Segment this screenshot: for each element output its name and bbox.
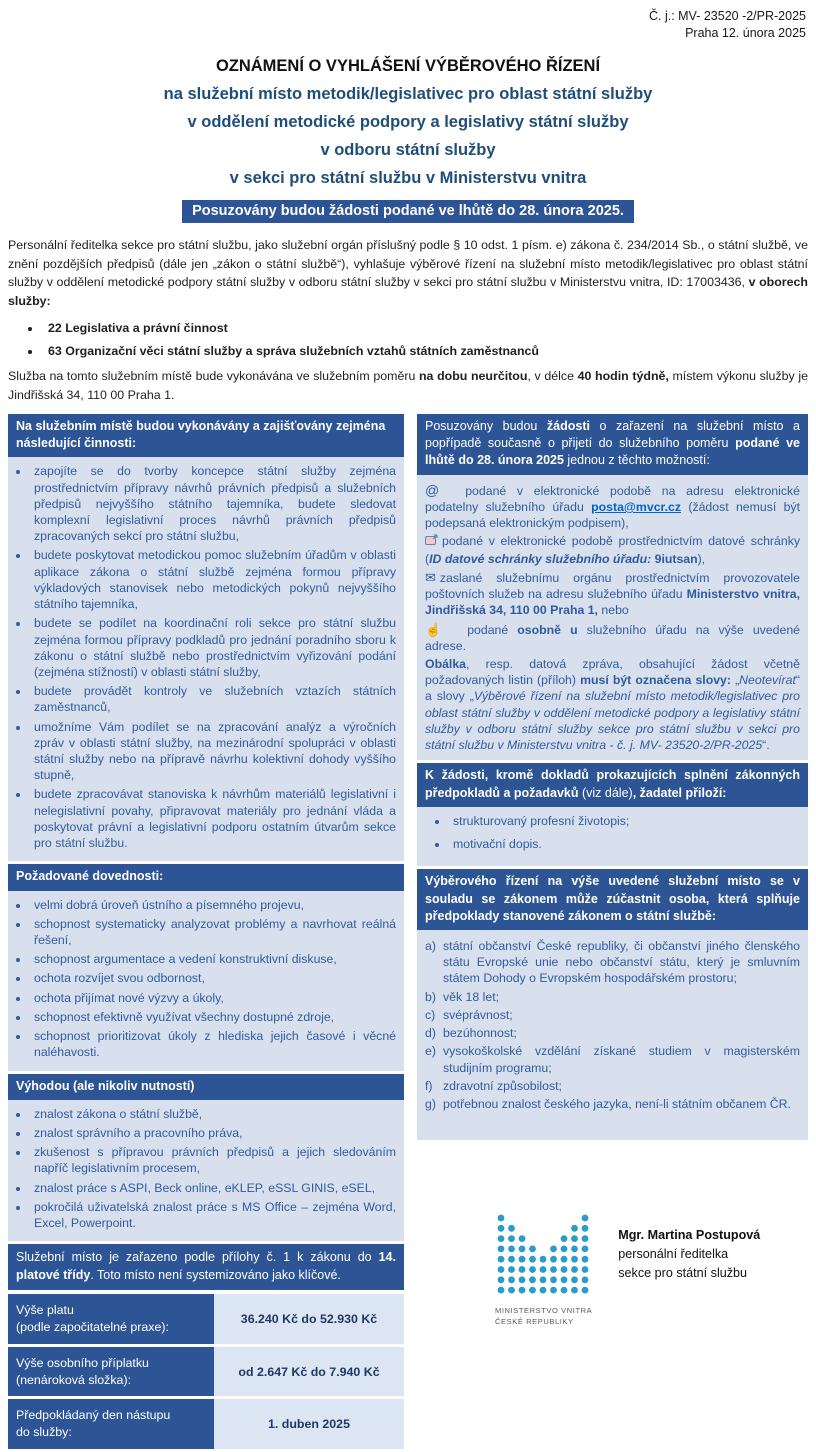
method-personal-text: podané osobně u služebního úřadu na výše uvedené adrese.	[425, 622, 801, 653]
title-line-5: v sekci pro státní službu v Ministerstvu vnitra	[229, 168, 587, 187]
start-date-label-cell	[8, 1399, 214, 1448]
item-text: vysokoškolské vzdělání získané studiem v magisterském studijním programu;	[443, 1044, 800, 1075]
activity-item: • budete se podílet na koordinační roli sekce pro státní službu zejména formou přípravy podkladů pro jednání poradního sboru k zákonu o státní službě nebo prostřednictvím vyřizování podání (zejména stížností) v oblasti státní služby,	[30, 615, 396, 680]
list-item	[425, 1007, 800, 1023]
list-item	[425, 1096, 800, 1112]
skills-heading: Požadované dovednosti:	[8, 864, 404, 890]
item-text: bezúhonnost;	[443, 1026, 517, 1041]
salary-label: Výše platu	[16, 1303, 74, 1318]
method-personal	[425, 621, 800, 654]
advantage-item: • znalost práce s ASPI, Beck online, eKLEP, eSSL GINIS, eSEL,	[30, 1180, 396, 1196]
activity-item: • budete poskytovat metodickou pomoc služebním úřadům v oblasti aplikace zákona o státní službě zejména formou přípravy výkladových stanovisek nebo metodických pokynů nejvyššího státního tajemníka,	[30, 547, 396, 612]
signer-name: Mgr. Martina Postupová	[618, 1228, 761, 1243]
activity-item: • zapojíte se do tvorby koncepce státní služby zejména prostřednictvím přípravy návrhů právních předpisů a služebních předpisů nejvyššího státního tajemníka, budete sledovat komplexní legislativní proces návrhů právních předpisů zpracovaných sekcí pro státní službu,	[30, 463, 396, 544]
skill-item: • velmi dobrá úroveň ústního a písemného projevu,	[30, 897, 396, 913]
item-text: potřebnou znalost českého jazyka, není-li státním občanem ČR.	[443, 1096, 791, 1111]
title-block	[8, 52, 808, 192]
list-item	[425, 1043, 800, 1075]
salary-sublabel: (podle započitatelné praxe):	[16, 1320, 169, 1335]
two-column-layout	[8, 414, 808, 1452]
salary-label-cell	[8, 1294, 214, 1343]
bonus-sublabel: (nenároková složka):	[16, 1372, 132, 1387]
envelope-note: Obálka, resp. datová zpráva, obsahující žádost včetně požadovaných listin (příloh) musí být označena slovy: „Neotevírat“ a slovy „Výběrové řízení na služební místo metodik/legislativec pro oblast státní služby v oddělení metodické podpory a legislativy státní služby v odboru státní služby sekce pro státní službu v sekci pro státní službu v Ministerstvu vnitra - č. j. MV- 23520-2/PR-2025“.	[425, 657, 801, 753]
item-letter: g)	[425, 1096, 436, 1111]
title-line-1: OZNÁMENÍ O VYHLÁŠENÍ VÝBĚROVÉHO ŘÍZENÍ	[215, 56, 601, 75]
footer-signature-block	[417, 1212, 808, 1328]
attachment-item: • motivační dopis.	[449, 836, 800, 852]
field-of-service-item: • 63 Organizační věci státní služby a správa služebních vztahů státních zaměstnanců	[42, 344, 808, 358]
activities-list	[30, 463, 396, 851]
skill-item: • schopnost systematicky analyzovat problémy a navrhovat reálná řešení,	[30, 916, 396, 948]
item-letter: c)	[425, 1007, 436, 1022]
method-databox-text: podané v elektronické podobě prostřednictvím datové schránky (ID datové schránky služebního úřadu: 9iutsan),	[425, 534, 800, 566]
attachment-item: • strukturovaný profesní životopis;	[449, 813, 800, 829]
advantage-item: • znalost zákona o státní službě,	[30, 1106, 396, 1122]
title-line-2: na služební místo metodik/legislativec pro oblast státní služby	[163, 84, 653, 103]
method-email	[425, 481, 800, 532]
advantages-list	[30, 1106, 396, 1232]
logo-caption-line1: MINISTERSTVO VNITRA	[495, 1306, 593, 1316]
start-date-value-cell: 1. duben 2025	[214, 1399, 404, 1448]
method-databox	[425, 533, 800, 566]
envelope-icon: ✉	[425, 569, 436, 585]
logo-caption-line2: ČESKÉ REPUBLIKY	[495, 1317, 574, 1327]
hand-icon: ☝	[425, 621, 442, 637]
field-of-service-item: • 22 Legislativa a právní činnost	[42, 321, 808, 335]
start-date-sublabel: do služby:	[16, 1425, 72, 1440]
skill-item: • ochota rozvíjet svou odbornost,	[30, 970, 396, 986]
item-letter: b)	[425, 989, 436, 1004]
at-icon: @	[425, 481, 440, 498]
item-letter: f)	[425, 1078, 433, 1093]
skills-panel	[8, 891, 404, 1071]
prerequisites-list	[425, 938, 800, 1112]
table-row	[8, 1294, 404, 1343]
title-line-3: v oddělení metodické podpory a legislativy státní služby	[187, 112, 629, 131]
attachments-list	[449, 813, 800, 852]
attachments-heading: K žádosti, kromě dokladů prokazujících splnění zákonných předpokladů a požadavků (viz dále), žadatel přiloží:	[417, 763, 808, 807]
method-post-text: zaslané služebnímu orgánu prostřednictvím provozovatele poštovních služeb na adresu služebního úřadu Ministerstvo vnitra, Jindřišská 34, 110 00 Praha 1, nebo	[425, 570, 801, 618]
activity-item: • budete zpracovávat stanoviska k návrhům materiálů legislativní i nelegislativní povahy, připravovat materiály pro jednání vláda a poskytovat právní a legislativní podporu ostatním útvarům sekce pro státní službu.	[30, 786, 396, 851]
advantage-item: • pokročilá uživatelská znalost práce s MS Office – zejména Word, Excel, Powerpoint.	[30, 1199, 396, 1231]
activities-heading: Na služebním místě budou vykonávány a zajišťovány zejména následující činnosti:	[8, 414, 404, 458]
bonus-label: Výše osobního příplatku	[16, 1355, 149, 1370]
item-letter: d)	[425, 1026, 436, 1041]
skill-item: • ochota přijímat nové výzvy a úkoly,	[30, 990, 396, 1006]
list-item	[425, 1025, 800, 1041]
deadline-banner: Posuzovány budou žádosti podané ve lhůtě do 28. února 2025.	[182, 200, 634, 223]
activities-panel	[8, 457, 404, 861]
title-line-4: v odboru státní služby	[320, 140, 496, 159]
activity-item: • budete provádět kontroly ve služebních vztazích státních zaměstnanců,	[30, 683, 396, 715]
submission-heading: Posuzovány budou žádosti o zařazení na služební místo a popřípadě současně o přijetí do služebního poměru podané ve lhůtě do 28. února 2025 jednou z těchto možností:	[417, 414, 808, 475]
intro-paragraph: Personální ředitelka sekce pro státní službu, jako služební orgán příslušný podle § 10 odst. 1 písm. e) zákona č. 234/2014 Sb., o státní službě, ve znění pozdějších předpisů (dále jen „zákon o státní službě“), vyhlašuje výběrové řízení na služební místo metodik/legislativec pro oblast státní služby v oddělení metodické podpory státní služby v odboru státní služby v sekci pro státní službu v Ministerstvu vnitra, ID: 17003436, v oborech služby:	[8, 237, 808, 309]
right-column	[417, 414, 808, 1328]
reference-block	[8, 8, 808, 42]
item-text: svéprávnost;	[443, 1007, 513, 1022]
skill-item: • schopnost efektivně využívat všechny dostupné zdroje,	[30, 1009, 396, 1025]
salary-value-cell: 36.240 Kč do 52.930 Kč	[214, 1294, 404, 1343]
signer-role-2: sekce pro státní službu	[618, 1265, 748, 1280]
grade-note-bar: Služební místo je zařazeno podle přílohy č. 1 k zákonu do 14. platové třídy. Toto místo není systemizováno jako klíčové.	[8, 1244, 404, 1290]
item-text: věk 18 let;	[443, 989, 500, 1004]
signer-role-1: personální ředitelka	[618, 1247, 729, 1262]
list-item	[425, 989, 800, 1005]
item-text: státní občanství České republiky, či občanství jiného členského státu Evropské unie nebo občanství státu, který je smluvním státem Dohody o Evropském hospodářském prostoru;	[443, 939, 800, 986]
advantages-panel	[8, 1100, 404, 1242]
item-letter: e)	[425, 1044, 436, 1059]
signature-block	[618, 1212, 760, 1283]
bonus-label-cell	[8, 1347, 214, 1396]
submission-panel	[417, 475, 808, 761]
start-date-label: Předpokládaný den nástupu	[16, 1408, 171, 1423]
place-date: Praha 12. února 2025	[685, 25, 806, 40]
logo-caption	[495, 1305, 592, 1328]
item-letter: a)	[425, 939, 436, 953]
prerequisites-panel	[417, 930, 808, 1140]
list-item	[425, 938, 800, 987]
ministry-logo	[495, 1212, 591, 1296]
skill-item: • schopnost prioritizovat úkoly z hlediska jejich časové i věcné naléhavosti.	[30, 1028, 396, 1060]
advantage-item: • znalost správního a pracovního práva,	[30, 1125, 396, 1141]
deadline-banner-wrap	[8, 200, 808, 223]
advantages-heading: Výhodou (ale nikoliv nutností)	[8, 1074, 404, 1100]
list-item	[425, 1078, 800, 1094]
table-row	[8, 1347, 404, 1396]
method-post	[425, 569, 800, 619]
service-terms-paragraph: Služba na tomto služebním místě bude vykonávána ve služebním poměru na dobu neurčitou, v délce 40 hodin týdně, místem výkonu služby je Jindřišská 34, 110 00 Praha 1.	[8, 369, 808, 402]
fields-of-service-list	[42, 321, 808, 358]
prerequisites-heading: Výběrového řízení na výše uvedené služební místo se v souladu se zákonem může zúčastnit osoba, která splňuje předpoklady stanovené zákonem o státní službě:	[417, 869, 808, 930]
ministry-logo-block	[495, 1212, 592, 1328]
advantage-item: • zkušenost s přípravou právních předpisů a jejich sledováním napříč legislativním procesem,	[30, 1144, 396, 1176]
salary-table	[8, 1291, 404, 1451]
attachments-panel	[417, 807, 808, 866]
reference-number: Č. j.: MV- 23520 -2/PR-2025	[648, 9, 806, 23]
left-column	[8, 414, 404, 1452]
data-box-icon	[425, 534, 438, 550]
item-text: zdravotní způsobilost;	[443, 1078, 562, 1093]
method-email-text[interactable]: podané v elektronické podobě na adresu elektronické podatelny služebního úřadu posta@mvcr.cz (žádost nemusí být podepsaná elektronickým podpisem),	[425, 483, 800, 531]
table-row	[8, 1399, 404, 1448]
bonus-value-cell: od 2.647 Kč do 7.940 Kč	[214, 1347, 404, 1396]
skill-item: • schopnost argumentace a vedení konstruktivní diskuse,	[30, 951, 396, 967]
skills-list	[30, 897, 396, 1061]
activity-item: • umožníme Vám podílet se na zpracování analýz a výročních zpráv v oblasti státní služby, na mezinárodní spolupráci v oblasti státní služby nebo na přípravě návrhu kolektivní dohody vyššího stupně,	[30, 719, 396, 784]
